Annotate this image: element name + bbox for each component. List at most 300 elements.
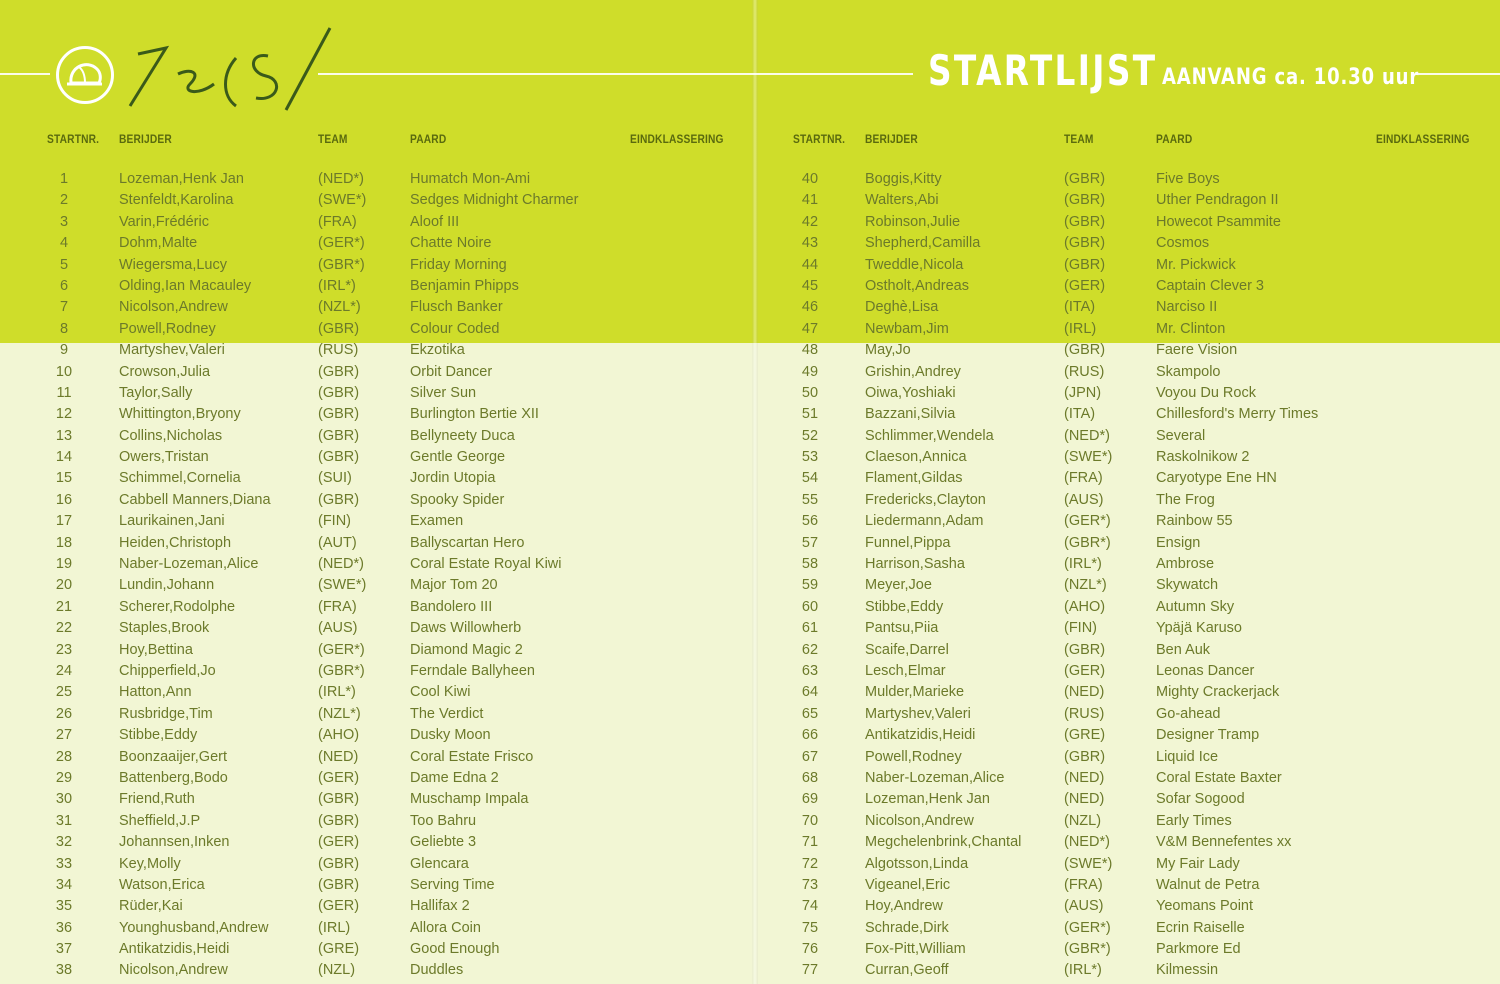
rider-cell: Chipperfield,Jo bbox=[119, 662, 216, 679]
table-row bbox=[0, 362, 740, 383]
table-row bbox=[0, 190, 740, 211]
table-row bbox=[746, 896, 1486, 917]
horse-cell: Benjamin Phipps bbox=[410, 277, 519, 294]
table-row bbox=[746, 661, 1486, 682]
rider-cell: Shepherd,Camilla bbox=[865, 235, 981, 252]
table-row bbox=[0, 896, 740, 917]
table-row bbox=[0, 918, 740, 939]
table-row bbox=[0, 875, 740, 896]
rider-cell: May,Jo bbox=[865, 342, 911, 359]
startnr-cell: 35 bbox=[55, 898, 73, 915]
team-cell: (GBR*) bbox=[1064, 534, 1111, 551]
rider-cell: Lundin,Johann bbox=[119, 577, 215, 594]
startnr-cell: 60 bbox=[801, 598, 819, 615]
team-cell: (NED*) bbox=[1064, 834, 1110, 851]
team-cell: (NED) bbox=[1064, 684, 1105, 701]
team-cell: (GBR) bbox=[318, 876, 360, 893]
table-row bbox=[746, 362, 1486, 383]
handwritten-note bbox=[118, 14, 338, 114]
horse-cell: Narciso II bbox=[1156, 299, 1218, 316]
team-cell: (IRL*) bbox=[318, 684, 356, 701]
table-row bbox=[0, 747, 740, 768]
team-cell: (FIN) bbox=[318, 513, 352, 530]
horse-cell: Ben Auk bbox=[1156, 641, 1211, 658]
horse-cell: Cosmos bbox=[1156, 235, 1210, 252]
table-row bbox=[746, 640, 1486, 661]
col-startnr-right: STARTNR. bbox=[793, 132, 846, 146]
horse-cell: V&M Bennefentes xx bbox=[1156, 834, 1292, 851]
rider-cell: Funnel,Pippa bbox=[865, 534, 951, 551]
rider-cell: Martyshev,Valeri bbox=[865, 705, 971, 722]
table-row bbox=[746, 960, 1486, 981]
team-cell: (IRL) bbox=[318, 919, 351, 936]
startnr-cell: 30 bbox=[55, 791, 73, 808]
startnr-cell: 19 bbox=[55, 556, 73, 573]
horse-cell: Silver Sun bbox=[410, 384, 477, 401]
team-cell: (SWE*) bbox=[1064, 855, 1113, 872]
team-cell: (GBR) bbox=[318, 449, 360, 466]
team-cell: (FIN) bbox=[1064, 620, 1098, 637]
startnr-cell: 47 bbox=[801, 320, 819, 337]
startnr-cell: 50 bbox=[801, 384, 819, 401]
horse-cell: Ambrose bbox=[1156, 556, 1215, 573]
table-row bbox=[0, 404, 740, 425]
team-cell: (GBR) bbox=[1064, 171, 1106, 187]
startnr-cell: 69 bbox=[801, 791, 819, 808]
startnr-cell: 41 bbox=[801, 192, 819, 209]
horse-cell: Gentle George bbox=[410, 449, 506, 466]
startnr-cell: 12 bbox=[55, 406, 73, 423]
rider-cell: Deghè,Lisa bbox=[865, 299, 939, 316]
team-cell: (GBR) bbox=[1064, 235, 1106, 252]
rider-cell: Oiwa,Yoshiaki bbox=[865, 384, 956, 401]
horse-cell: Raskolnikow 2 bbox=[1156, 449, 1250, 466]
horse-cell: Dame Edna 2 bbox=[410, 769, 499, 786]
startnr-cell: 70 bbox=[801, 812, 819, 829]
rider-cell: Dohm,Malte bbox=[119, 235, 198, 252]
table-row bbox=[0, 768, 740, 789]
horse-cell: Muschamp Impala bbox=[410, 791, 529, 808]
table-row bbox=[0, 939, 740, 960]
table-row bbox=[746, 704, 1486, 725]
table-row bbox=[0, 704, 740, 725]
horse-cell: Examen bbox=[410, 513, 464, 530]
horse-cell: Five Boys bbox=[1156, 171, 1220, 187]
horse-cell: Parkmore Ed bbox=[1156, 941, 1241, 958]
rider-cell: Rüder,Kai bbox=[119, 898, 183, 915]
horse-cell: Rainbow 55 bbox=[1156, 513, 1233, 530]
startnr-cell: 40 bbox=[801, 171, 819, 187]
table-row bbox=[746, 789, 1486, 810]
table-row bbox=[0, 233, 740, 254]
rider-cell: Johannsen,Inken bbox=[119, 834, 230, 851]
horse-cell: Designer Tramp bbox=[1156, 727, 1260, 744]
team-cell: (IRL*) bbox=[318, 277, 356, 294]
team-cell: (FRA) bbox=[1064, 876, 1103, 893]
horse-cell: Daws Willowherb bbox=[410, 620, 522, 637]
startnr-cell: 55 bbox=[801, 491, 819, 508]
team-cell: (GER) bbox=[1064, 277, 1106, 294]
startnr-cell: 29 bbox=[55, 769, 73, 786]
team-cell: (GER) bbox=[318, 898, 360, 915]
startnr-cell: 13 bbox=[55, 427, 73, 444]
table-row bbox=[746, 468, 1486, 489]
startnr-cell: 45 bbox=[801, 277, 819, 294]
team-cell: (GBR) bbox=[318, 384, 360, 401]
team-cell: (NED) bbox=[1064, 769, 1105, 786]
rider-cell: Flament,Gildas bbox=[865, 470, 963, 487]
team-cell: (AUS) bbox=[318, 620, 358, 637]
horse-cell: Sedges Midnight Charmer bbox=[410, 192, 579, 209]
rider-cell: Nicolson,Andrew bbox=[865, 812, 974, 829]
startnr-cell: 65 bbox=[801, 705, 819, 722]
horse-cell: Flusch Banker bbox=[410, 299, 503, 316]
rider-cell: Antikatzidis,Heidi bbox=[119, 941, 230, 958]
rider-cell: Powell,Rodney bbox=[865, 748, 962, 765]
team-cell: (GBR) bbox=[318, 491, 360, 508]
team-cell: (RUS) bbox=[318, 342, 359, 359]
startnr-cell: 76 bbox=[801, 941, 819, 958]
horse-cell: Ypäjä Karuso bbox=[1156, 620, 1242, 637]
team-cell: (GBR*) bbox=[318, 256, 365, 273]
startnr-cell: 15 bbox=[55, 470, 73, 487]
rider-cell: Younghusband,Andrew bbox=[119, 919, 269, 936]
rider-cell: Hoy,Andrew bbox=[865, 898, 943, 915]
startnr-cell: 68 bbox=[801, 769, 819, 786]
table-row bbox=[0, 255, 740, 276]
startnr-cell: 75 bbox=[801, 919, 819, 936]
startnr-cell: 59 bbox=[801, 577, 819, 594]
horse-cell: Good Enough bbox=[410, 941, 500, 958]
rider-cell: Nicolson,Andrew bbox=[119, 299, 228, 316]
startnr-cell: 52 bbox=[801, 427, 819, 444]
team-cell: (GER*) bbox=[318, 641, 365, 658]
startnr-cell: 18 bbox=[55, 534, 73, 551]
team-cell: (SUI) bbox=[318, 470, 352, 487]
table-row bbox=[746, 811, 1486, 832]
col-eindklassering-left: EINDKLASSERING bbox=[630, 132, 724, 146]
table-row bbox=[746, 233, 1486, 254]
startnr-cell: 61 bbox=[801, 620, 819, 637]
table-row bbox=[0, 340, 740, 361]
startnr-cell: 37 bbox=[55, 941, 73, 958]
rider-cell: Key,Molly bbox=[119, 855, 181, 872]
table-row bbox=[746, 725, 1486, 746]
startnr-cell: 1 bbox=[59, 171, 69, 187]
team-cell: (GRE) bbox=[1064, 727, 1106, 744]
startnr-cell: 56 bbox=[801, 513, 819, 530]
startnr-cell: 48 bbox=[801, 342, 819, 359]
table-row bbox=[746, 575, 1486, 596]
startnr-cell: 72 bbox=[801, 855, 819, 872]
table-row bbox=[0, 533, 740, 554]
startnr-cell: 9 bbox=[59, 342, 69, 359]
rider-cell: Schimmel,Cornelia bbox=[119, 470, 241, 487]
horse-cell: Autumn Sky bbox=[1156, 598, 1235, 615]
team-cell: (AUS) bbox=[1064, 491, 1104, 508]
col-paard-right: PAARD bbox=[1156, 132, 1193, 146]
page-title: STARTLIJST bbox=[928, 46, 1158, 95]
horse-cell: Jordin Utopia bbox=[410, 470, 496, 487]
rider-cell: Tweddle,Nicola bbox=[865, 256, 964, 273]
rider-cell: Lesch,Elmar bbox=[865, 662, 946, 679]
rider-cell: Harrison,Sasha bbox=[865, 556, 965, 573]
horse-cell: Ecrin Raiselle bbox=[1156, 919, 1245, 936]
team-cell: (GBR) bbox=[1064, 213, 1106, 230]
table-row bbox=[0, 725, 740, 746]
team-cell: (GBR) bbox=[318, 406, 360, 423]
rider-cell: Friend,Ruth bbox=[119, 791, 195, 808]
table-row bbox=[0, 554, 740, 575]
rider-cell: Owers,Tristan bbox=[119, 449, 209, 466]
startnr-cell: 44 bbox=[801, 256, 819, 273]
rider-cell: Schlimmer,Wendela bbox=[865, 427, 994, 444]
horse-cell: Dusky Moon bbox=[410, 727, 491, 744]
team-cell: (NED*) bbox=[318, 556, 364, 573]
rider-cell: Fredericks,Clayton bbox=[865, 491, 986, 508]
horse-cell: Liquid Ice bbox=[1156, 748, 1219, 765]
horse-cell: Serving Time bbox=[410, 876, 495, 893]
table-row bbox=[0, 661, 740, 682]
rider-cell: Liedermann,Adam bbox=[865, 513, 984, 530]
rider-cell: Naber-Lozeman,Alice bbox=[119, 556, 259, 573]
horse-cell: Hallifax 2 bbox=[410, 898, 470, 915]
horse-cell: Burlington Bertie XII bbox=[410, 406, 539, 423]
team-cell: (RUS) bbox=[1064, 363, 1105, 380]
header-rule-right bbox=[1416, 73, 1500, 75]
horse-cell: Captain Clever 3 bbox=[1156, 277, 1264, 294]
rider-cell: Crowson,Julia bbox=[119, 363, 211, 380]
table-row bbox=[746, 832, 1486, 853]
startnr-cell: 51 bbox=[801, 406, 819, 423]
startnr-cell: 21 bbox=[55, 598, 73, 615]
table-row bbox=[0, 597, 740, 618]
rider-cell: Whittington,Bryony bbox=[119, 406, 241, 423]
team-cell: (GER*) bbox=[1064, 513, 1111, 530]
col-startnr-left: STARTNR. bbox=[47, 132, 100, 146]
horse-cell: The Verdict bbox=[410, 705, 484, 722]
rider-cell: Stibbe,Eddy bbox=[865, 598, 944, 615]
team-cell: (AHO) bbox=[318, 727, 360, 744]
horse-cell: Skampolo bbox=[1156, 363, 1221, 380]
rider-cell: Watson,Erica bbox=[119, 876, 205, 893]
table-row bbox=[746, 426, 1486, 447]
team-cell: (IRL*) bbox=[1064, 556, 1102, 573]
horse-cell: Leonas Dancer bbox=[1156, 662, 1255, 679]
team-cell: (GBR) bbox=[1064, 342, 1106, 359]
col-team-right: TEAM bbox=[1064, 132, 1094, 146]
table-row bbox=[746, 554, 1486, 575]
table-row bbox=[746, 918, 1486, 939]
rider-cell: Claeson,Annica bbox=[865, 449, 967, 466]
table-row bbox=[746, 597, 1486, 618]
table-row bbox=[746, 511, 1486, 532]
horse-cell: Bandolero III bbox=[410, 598, 493, 615]
horse-cell: Mr. Pickwick bbox=[1156, 256, 1236, 273]
team-cell: (AUT) bbox=[318, 534, 357, 551]
horse-cell: Skywatch bbox=[1156, 577, 1219, 594]
rider-cell: Megchelenbrink,Chantal bbox=[865, 834, 1022, 851]
horse-cell: Bellyneety Duca bbox=[410, 427, 515, 444]
horse-cell: Yeomans Point bbox=[1156, 898, 1254, 915]
horse-cell: Mighty Crackerjack bbox=[1156, 684, 1280, 701]
startnr-cell: 16 bbox=[55, 491, 73, 508]
startnr-cell: 43 bbox=[801, 235, 819, 252]
col-paard-left: PAARD bbox=[410, 132, 447, 146]
table-row bbox=[746, 190, 1486, 211]
horse-cell: Humatch Mon-Ami bbox=[410, 171, 531, 187]
team-cell: (NZL) bbox=[1064, 812, 1102, 829]
startnr-cell: 36 bbox=[55, 919, 73, 936]
table-row bbox=[0, 575, 740, 596]
team-cell: (FRA) bbox=[318, 213, 357, 230]
horse-cell: Mr. Clinton bbox=[1156, 320, 1226, 337]
table-row bbox=[0, 212, 740, 233]
horse-cell: Caryotype Ene HN bbox=[1156, 470, 1277, 487]
horse-cell: Friday Morning bbox=[410, 256, 507, 273]
rider-cell: Bazzani,Silvia bbox=[865, 406, 956, 423]
startnr-cell: 14 bbox=[55, 449, 73, 466]
startnr-cell: 46 bbox=[801, 299, 819, 316]
rider-cell: Powell,Rodney bbox=[119, 320, 216, 337]
rider-cell: Heiden,Christoph bbox=[119, 534, 232, 551]
horse-cell: Coral Estate Baxter bbox=[1156, 769, 1282, 786]
rider-cell: Fox-Pitt,William bbox=[865, 941, 966, 958]
team-cell: (RUS) bbox=[1064, 705, 1105, 722]
team-cell: (GBR) bbox=[1064, 192, 1106, 209]
table-row bbox=[0, 490, 740, 511]
table-row bbox=[0, 811, 740, 832]
horse-cell: Ferndale Ballyheen bbox=[410, 662, 535, 679]
start-list-left bbox=[0, 169, 740, 982]
table-row bbox=[0, 511, 740, 532]
startnr-cell: 7 bbox=[59, 299, 69, 316]
horse-cell: Howecot Psammite bbox=[1156, 213, 1281, 230]
rider-cell: Collins,Nicholas bbox=[119, 427, 223, 444]
startnr-cell: 38 bbox=[55, 962, 73, 979]
team-cell: (GBR) bbox=[1064, 748, 1106, 765]
team-cell: (GER) bbox=[318, 834, 360, 851]
horse-cell: Several bbox=[1156, 427, 1206, 444]
horse-cell: Too Bahru bbox=[410, 812, 477, 829]
team-cell: (NZL*) bbox=[1064, 577, 1107, 594]
team-cell: (NED) bbox=[318, 748, 359, 765]
table-row bbox=[746, 490, 1486, 511]
horse-cell: Chatte Noire bbox=[410, 235, 492, 252]
team-cell: (ITA) bbox=[1064, 406, 1096, 423]
table-row bbox=[746, 533, 1486, 554]
table-row bbox=[746, 169, 1486, 190]
horse-cell: Orbit Dancer bbox=[410, 363, 493, 380]
startnr-cell: 28 bbox=[55, 748, 73, 765]
team-cell: (NED) bbox=[1064, 791, 1105, 808]
startnr-cell: 34 bbox=[55, 876, 73, 893]
rider-cell: Schrade,Dirk bbox=[865, 919, 949, 936]
startnr-cell: 2 bbox=[59, 192, 69, 209]
table-row bbox=[746, 383, 1486, 404]
team-cell: (NED*) bbox=[318, 171, 364, 187]
rider-cell: Stenfeldt,Karolina bbox=[119, 192, 234, 209]
horse-cell: Major Tom 20 bbox=[410, 577, 498, 594]
startnr-cell: 58 bbox=[801, 556, 819, 573]
startnr-cell: 5 bbox=[59, 256, 69, 273]
startnr-cell: 62 bbox=[801, 641, 819, 658]
rider-cell: Taylor,Sally bbox=[119, 384, 193, 401]
table-row bbox=[0, 960, 740, 981]
horse-cell: Kilmessin bbox=[1156, 962, 1219, 979]
table-row bbox=[746, 404, 1486, 425]
table-row bbox=[0, 682, 740, 703]
startnr-cell: 49 bbox=[801, 363, 819, 380]
team-cell: (SWE*) bbox=[318, 577, 367, 594]
startnr-cell: 71 bbox=[801, 834, 819, 851]
rider-cell: Lozeman,Henk Jan bbox=[119, 171, 244, 187]
rider-cell: Martyshev,Valeri bbox=[119, 342, 225, 359]
start-list-right bbox=[746, 169, 1486, 982]
col-eindklassering-right: EINDKLASSERING bbox=[1376, 132, 1470, 146]
horse-cell: Uther Pendragon II bbox=[1156, 192, 1279, 209]
table-row bbox=[746, 276, 1486, 297]
col-berijder-left: BERIJDER bbox=[119, 132, 172, 146]
startnr-cell: 54 bbox=[801, 470, 819, 487]
team-cell: (IRL*) bbox=[1064, 962, 1102, 979]
startnr-cell: 26 bbox=[55, 705, 73, 722]
startnr-cell: 24 bbox=[55, 662, 73, 679]
table-row bbox=[0, 447, 740, 468]
startnr-cell: 23 bbox=[55, 641, 73, 658]
horse-cell: Spooky Spider bbox=[410, 491, 505, 508]
table-row bbox=[746, 319, 1486, 340]
table-row bbox=[0, 319, 740, 340]
table-row bbox=[746, 618, 1486, 639]
rider-cell: Staples,Brook bbox=[119, 620, 210, 637]
table-row bbox=[746, 255, 1486, 276]
team-cell: (AHO) bbox=[1064, 598, 1106, 615]
table-row bbox=[746, 768, 1486, 789]
col-team-left: TEAM bbox=[318, 132, 348, 146]
horse-cell: Sofar Sogood bbox=[1156, 791, 1245, 808]
team-cell: (IRL) bbox=[1064, 320, 1097, 337]
rider-cell: Battenberg,Bodo bbox=[119, 769, 228, 786]
horse-cell: The Frog bbox=[1156, 491, 1215, 508]
rider-cell: Algotsson,Linda bbox=[865, 855, 969, 872]
helmet-logo-icon bbox=[56, 46, 114, 104]
horse-cell: Chillesford's Merry Times bbox=[1156, 406, 1319, 423]
horse-cell: Go-ahead bbox=[1156, 705, 1221, 722]
table-row bbox=[746, 212, 1486, 233]
table-row bbox=[746, 939, 1486, 960]
startnr-cell: 6 bbox=[59, 277, 69, 294]
startnr-cell: 10 bbox=[55, 363, 73, 380]
startnr-cell: 33 bbox=[55, 855, 73, 872]
team-cell: (GBR) bbox=[318, 320, 360, 337]
team-cell: (SWE*) bbox=[318, 192, 367, 209]
rider-cell: Mulder,Marieke bbox=[865, 684, 965, 701]
start-time: AANVANG ca. 10.30 uur bbox=[1162, 65, 1420, 90]
col-berijder-right: BERIJDER bbox=[865, 132, 918, 146]
header-rule-mid bbox=[318, 73, 913, 75]
rider-cell: Hoy,Bettina bbox=[119, 641, 193, 658]
table-row bbox=[746, 875, 1486, 896]
header-rule-left bbox=[0, 73, 50, 75]
horse-cell: My Fair Lady bbox=[1156, 855, 1240, 872]
horse-cell: Coral Estate Royal Kiwi bbox=[410, 556, 562, 573]
rider-cell: Curran,Geoff bbox=[865, 962, 949, 979]
startnr-cell: 73 bbox=[801, 876, 819, 893]
horse-cell: Geliebte 3 bbox=[410, 834, 477, 851]
startnr-cell: 63 bbox=[801, 662, 819, 679]
table-row bbox=[746, 340, 1486, 361]
